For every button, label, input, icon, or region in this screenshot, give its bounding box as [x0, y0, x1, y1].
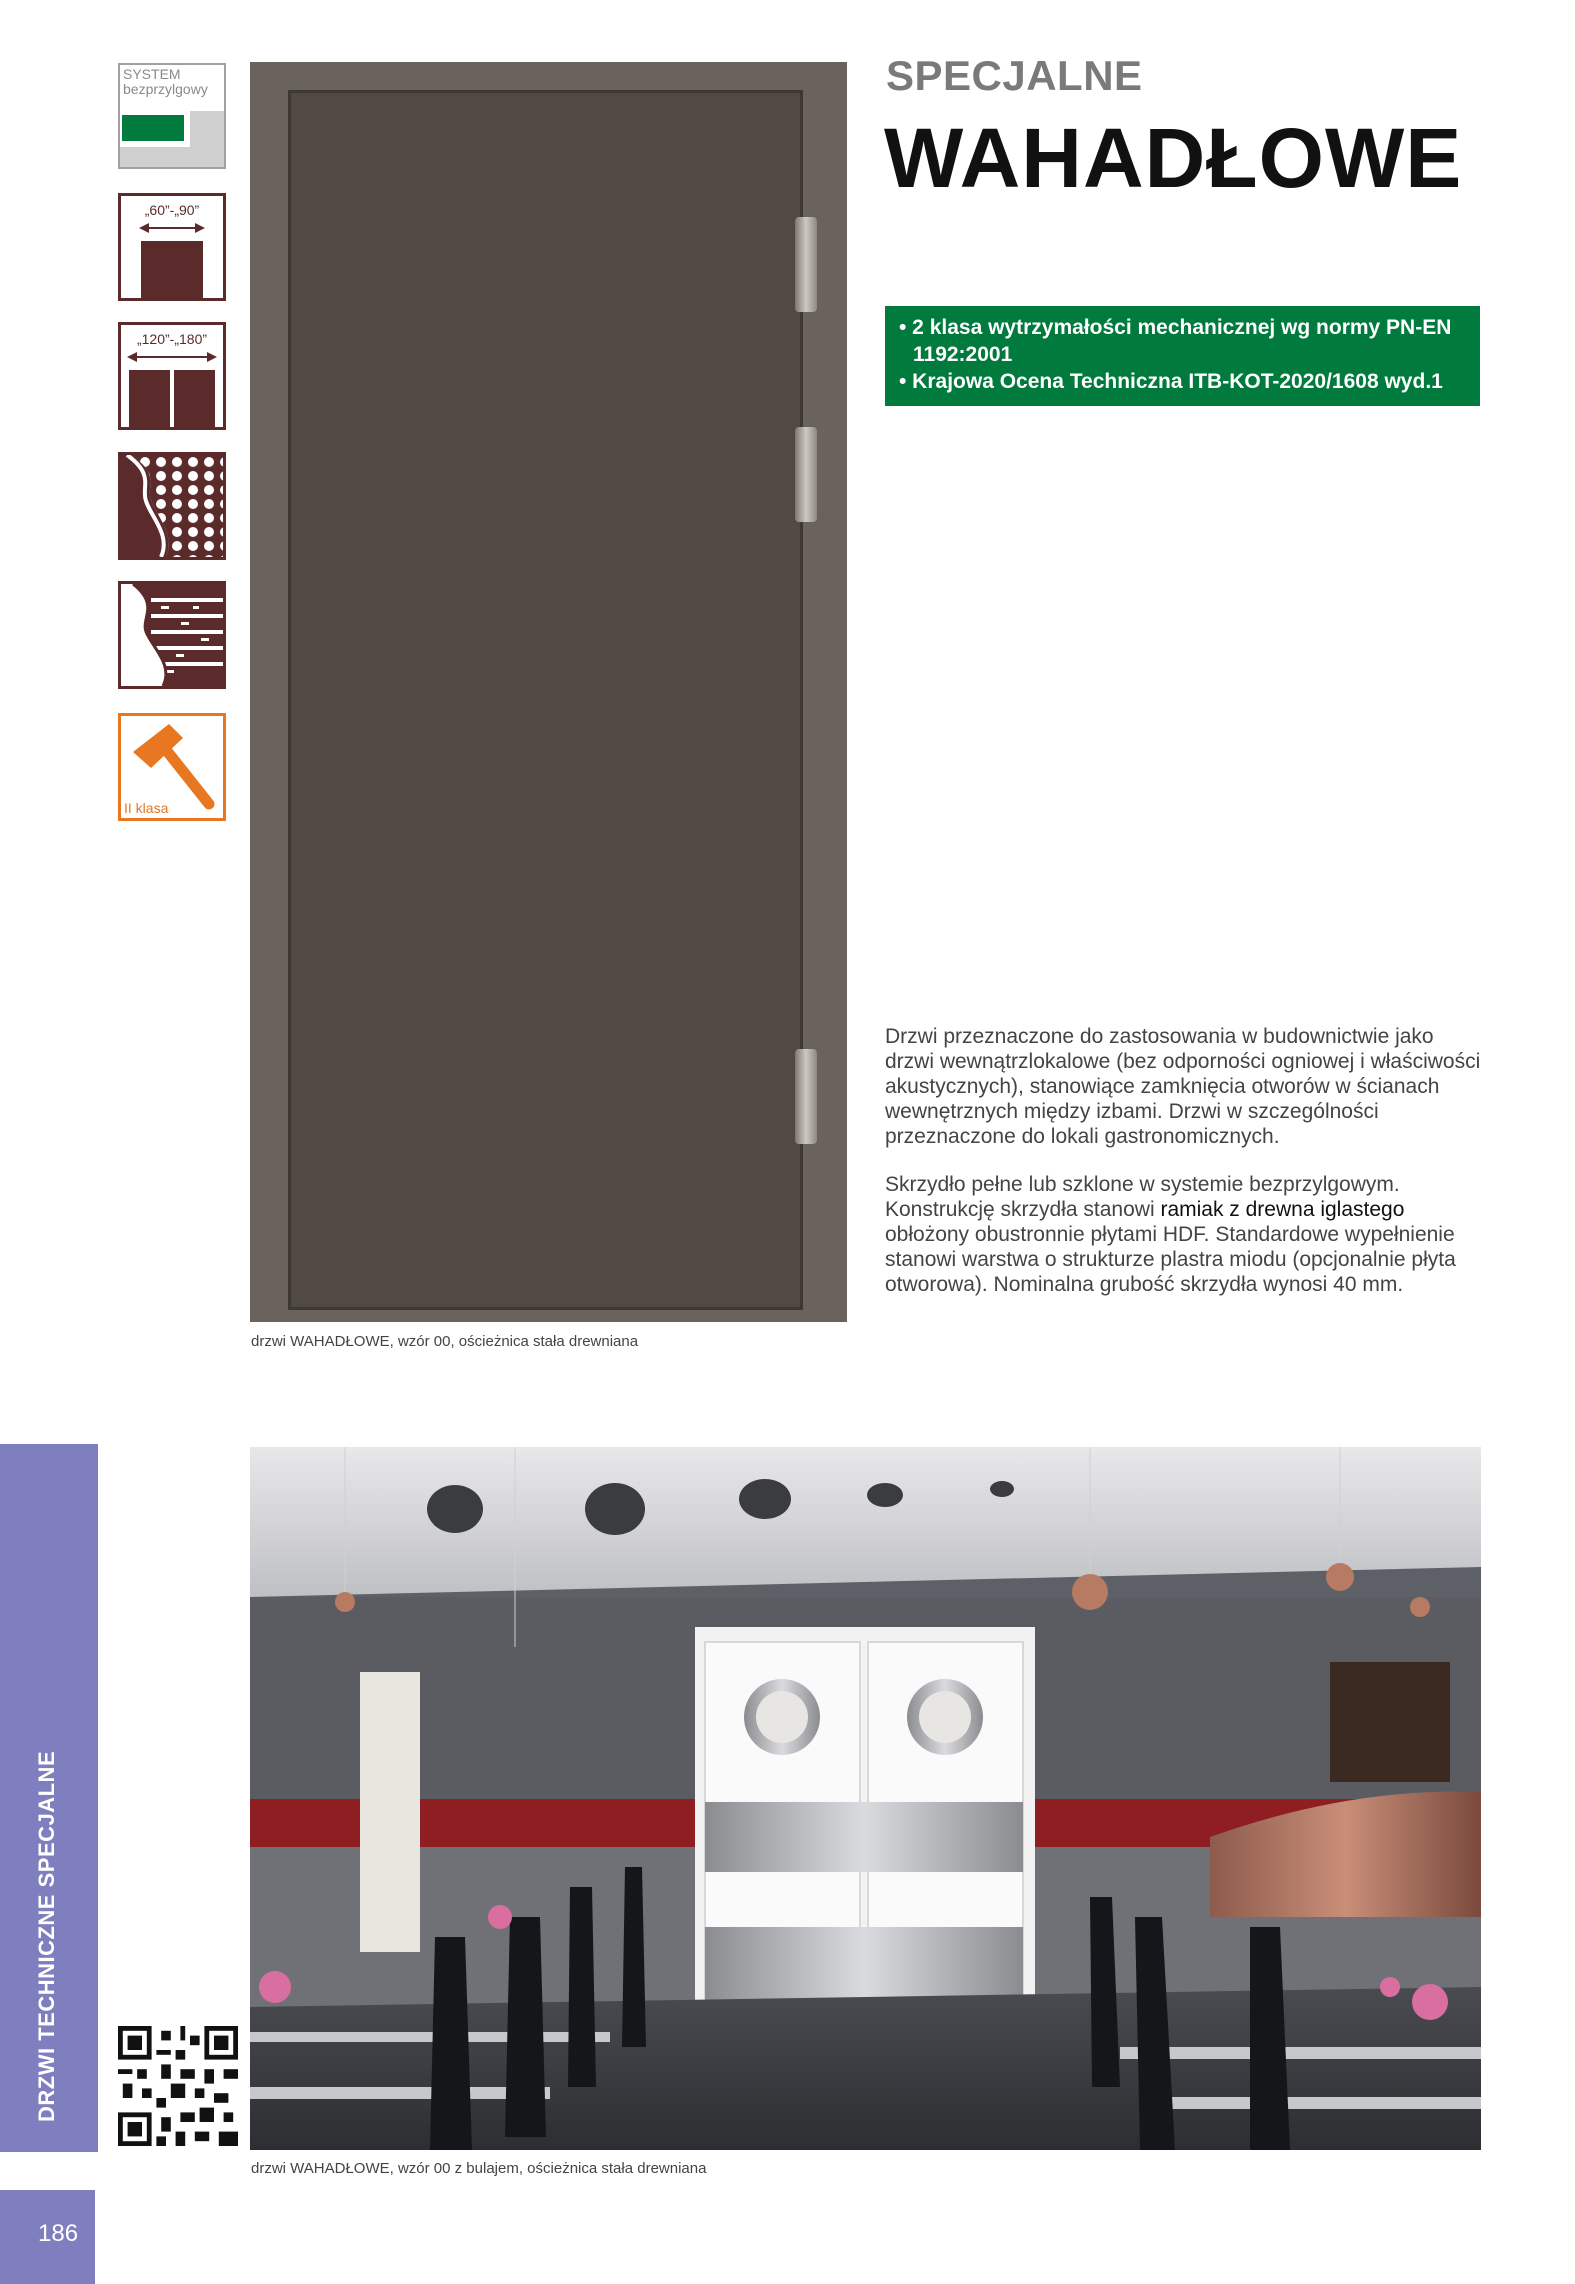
door-leaf — [288, 90, 803, 1310]
single-door-drawing — [121, 196, 223, 298]
system-bezprzylgowy-icon — [118, 63, 226, 169]
single-door-width-icon — [118, 193, 226, 301]
feature-item: • 2 klasa wytrzymałości mechanicznej wg normy PN-EN 1192:2001 — [899, 316, 1452, 366]
page-title: WAHADŁOWE — [884, 111, 1463, 205]
page-number: 186 — [0, 2190, 95, 2284]
double-width-label: „120”-„180” — [136, 331, 208, 347]
system-label-line2: bezprzylgowy — [123, 81, 208, 97]
door-hinge-middle — [795, 427, 817, 522]
description-paragraph-2 — [885, 1172, 1485, 1297]
description-text: obłożony obustronnie płytami HDF. Standardowe wypełnienie stanowi warstwa o strukturze plastra miodu (opcjonalnie płyta otworowa). Nominalna grubość skrzydła wynosi 40 mm. — [885, 1223, 1456, 1296]
description-text: Skrzydło pełne lub szklone w systemie bezprzylgowym. Konstrukcję skrzydła stanowi — [885, 1173, 1400, 1221]
hammer-class-icon — [118, 713, 226, 821]
honeycomb-filling-icon — [118, 452, 226, 560]
restaurant-illustration — [250, 1447, 1481, 2150]
perforated-board-icon — [118, 581, 226, 689]
system-label-line1: SYSTEM — [123, 66, 181, 82]
perforated-board-drawing — [121, 584, 223, 686]
qr-code-icon[interactable] — [118, 2026, 238, 2146]
description-paragraph-1: Drzwi przeznaczone do zastosowania w budownictwie jako drzwi wewnątrzlokalowe (bez odporności ogniowej i właściwości akustycznych), stanowiące zamknięcia otworów w ścianach wewnętrznych między izbami. Drzwi w szczególności przeznaczone do lokali gastronomicznych. — [885, 1025, 1481, 1148]
single-width-label: „60”-„90” — [144, 202, 200, 218]
section-sidebar-label: DRZWI TECHNICZNE SPECJALNE — [34, 1750, 59, 2122]
restaurant-photo-caption: drzwi WAHADŁOWE, wzór 00 z bulajem, ościeżnica stała drewniana — [251, 2160, 707, 2177]
feature-item: • Krajowa Ocena Techniczna ITB-KOT-2020/1608 wyd.1 — [899, 370, 1443, 393]
system-icon-label — [123, 67, 208, 97]
door-photo-caption: drzwi WAHADŁOWE, wzór 00, ościeżnica stała drewniana — [251, 1333, 639, 1350]
features-box — [885, 306, 1480, 406]
description — [885, 1024, 1485, 1320]
door-photo — [250, 62, 847, 1322]
double-door-width-icon — [118, 322, 226, 430]
page-kicker: SPECJALNE — [886, 52, 1143, 99]
door-hinge-bottom — [795, 1049, 817, 1144]
hammer-class-label: II klasa — [124, 800, 169, 816]
door-hinge-top — [795, 217, 817, 312]
system-green-block — [122, 115, 184, 141]
description-highlight: ramiak z drewna iglastego — [1160, 1198, 1405, 1221]
honeycomb-drawing — [121, 455, 223, 557]
restaurant-photo — [250, 1447, 1481, 2150]
double-door-drawing — [121, 325, 223, 427]
